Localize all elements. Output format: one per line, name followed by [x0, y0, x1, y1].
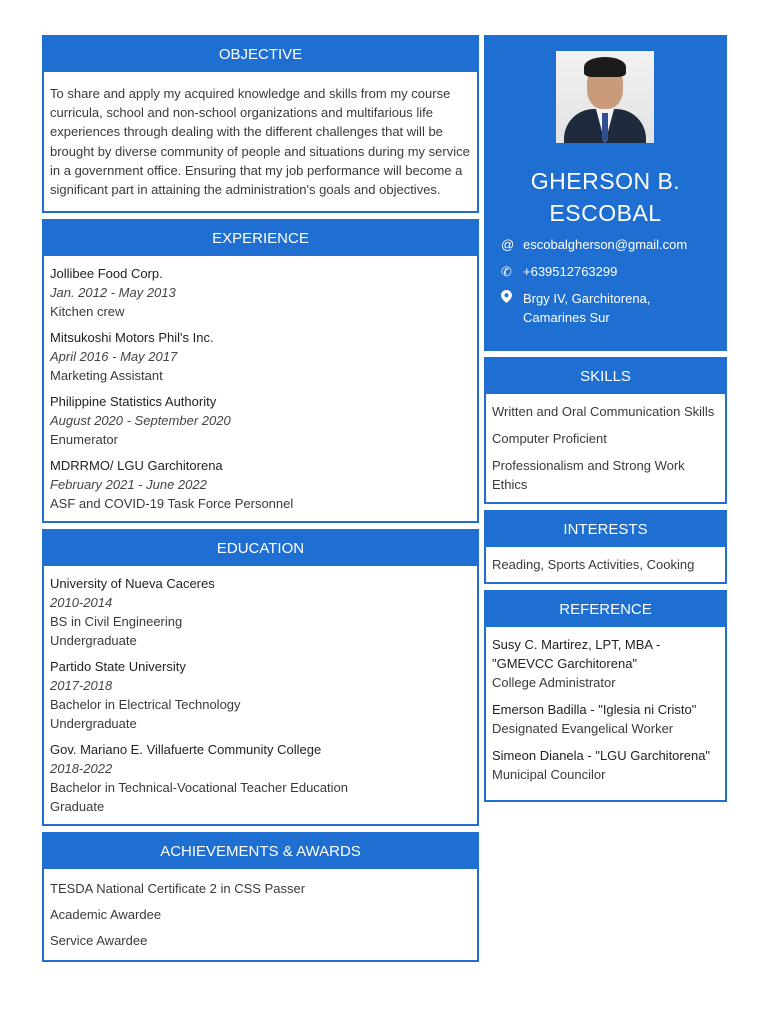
- skill-item: Computer Proficient: [492, 431, 607, 446]
- contact-email[interactable]: [501, 235, 721, 254]
- objective-heading: OBJECTIVE: [44, 37, 477, 72]
- experience-date: Jan. 2012 - May 2013: [50, 285, 176, 301]
- name-line-1: GHERSON B.: [530, 168, 681, 194]
- reference-list: [486, 627, 725, 800]
- education-section: [42, 529, 479, 826]
- education-item: [50, 574, 471, 650]
- interests-section: [484, 510, 727, 584]
- achievements-list: [44, 869, 477, 960]
- education-school: Gov. Mariano E. Villafuerte Community College: [50, 742, 322, 758]
- profile-photo: [556, 51, 654, 143]
- education-course: Bachelor in Technical-Vocational Teacher Education: [50, 780, 348, 796]
- education-status: Undergraduate: [50, 716, 137, 732]
- experience-role: Marketing Assistant: [50, 368, 163, 384]
- reference-name: Emerson Badilla - "Iglesia ni Cristo": [492, 702, 697, 717]
- contact-phone[interactable]: [501, 262, 721, 281]
- achievement-item: Academic Awardee: [50, 907, 162, 923]
- education-list: [44, 566, 477, 824]
- reference-heading: REFERENCE: [486, 592, 725, 627]
- reference-name: Simeon Dianela - "LGU Garchitorena": [492, 748, 711, 763]
- experience-role: Enumerator: [50, 432, 118, 448]
- education-school: University of Nueva Caceres: [50, 576, 215, 592]
- education-date: 2017-2018: [50, 678, 113, 694]
- reference-item: [492, 746, 719, 784]
- map-pin-icon: [501, 289, 523, 308]
- phone-icon: ✆: [501, 264, 512, 279]
- reference-title: Municipal Councilor: [492, 767, 606, 782]
- skills-section: [484, 357, 727, 504]
- education-status: Undergraduate: [50, 633, 137, 649]
- address-line-2: Camarines Sur: [523, 310, 610, 325]
- education-course: Bachelor in Electrical Technology: [50, 697, 241, 713]
- experience-item: [50, 328, 471, 385]
- education-course: BS in Civil Engineering: [50, 614, 183, 630]
- skill-item: Written and Oral Communication Skills: [492, 404, 715, 419]
- experience-date: February 2021 - June 2022: [50, 477, 207, 493]
- skills-heading: SKILLS: [486, 359, 725, 394]
- right-column: [484, 35, 727, 802]
- education-date: 2010-2014: [50, 595, 113, 611]
- interests-text: Reading, Sports Activities, Cooking: [492, 557, 695, 572]
- achievement-item: TESDA National Certificate 2 in CSS Passer: [50, 881, 306, 897]
- reference-item: [492, 635, 719, 692]
- reference-title: Designated Evangelical Worker: [492, 721, 674, 736]
- experience-org: MDRRMO/ LGU Garchitorena: [50, 458, 223, 474]
- experience-item: [50, 456, 471, 513]
- experience-heading: EXPERIENCE: [44, 221, 477, 256]
- left-column: [42, 35, 479, 962]
- achievements-section: [42, 832, 479, 962]
- experience-org: Jollibee Food Corp.: [50, 266, 163, 282]
- phone-text[interactable]: +639512763299: [523, 264, 618, 279]
- experience-section: [42, 219, 479, 523]
- experience-item: [50, 264, 471, 321]
- address-line-1: Brgy IV, Garchitorena,: [523, 291, 651, 306]
- experience-org: Mitsukoshi Motors Phil's Inc.: [50, 330, 214, 346]
- profile-card: [484, 35, 727, 351]
- skills-list: [486, 394, 725, 502]
- experience-org: Philippine Statistics Authority: [50, 394, 217, 410]
- achievement-item: Service Awardee: [50, 933, 148, 949]
- address-text: [523, 289, 650, 327]
- education-status: Graduate: [50, 799, 105, 815]
- reference-name: Susy C. Martirez, LPT, MBA - "GMEVCC Garchitorena": [492, 637, 661, 671]
- education-item: [50, 740, 471, 816]
- skill-item: Professionalism and Strong Work Ethics: [492, 458, 685, 492]
- contact-list: [501, 235, 721, 335]
- objective-text: To share and apply my acquired knowledge and skills from my course curricula, school and non-school organizations and multifarious life experiences through dealing with the different challenges that will be brought by diverse community of people and situations during my service in a government office. Ensuring that my job performance will become a significant part in attaining the administration's goals and objectives.: [50, 86, 470, 198]
- experience-role: Kitchen crew: [50, 304, 125, 320]
- education-date: 2018-2022: [50, 761, 113, 777]
- experience-date: August 2020 - September 2020: [50, 413, 231, 429]
- email-text[interactable]: escobalgherson@gmail.com: [523, 237, 688, 252]
- at-icon: @: [501, 237, 515, 252]
- achievements-heading: ACHIEVEMENTS & AWARDS: [44, 834, 477, 869]
- contact-address: [501, 289, 721, 327]
- experience-item: [50, 392, 471, 449]
- reference-section: [484, 590, 727, 802]
- interests-heading: INTERESTS: [486, 512, 725, 547]
- education-heading: EDUCATION: [44, 531, 477, 566]
- objective-section: [42, 35, 479, 213]
- reference-item: [492, 700, 719, 738]
- education-school: Partido State University: [50, 659, 186, 675]
- experience-role: ASF and COVID-19 Task Force Personnel: [50, 496, 294, 512]
- name-line-2: ESCOBAL: [549, 200, 662, 226]
- profile-name: [484, 165, 727, 229]
- reference-title: College Administrator: [492, 675, 616, 690]
- experience-date: April 2016 - May 2017: [50, 349, 178, 365]
- education-item: [50, 657, 471, 733]
- experience-list: [44, 256, 477, 521]
